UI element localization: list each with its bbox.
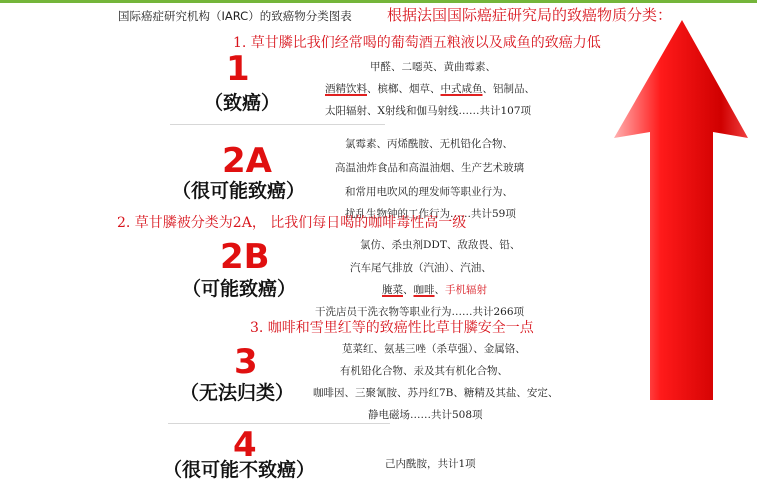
group-number-4: 4 — [233, 425, 257, 465]
group3-line-3: 咖啡因、三聚氰胺、苏丹红7B、糖精及其盐、安定、 — [313, 387, 559, 399]
group-number-1: 1 — [226, 49, 250, 89]
group2a-line-4: 扰乱生物钟的工作行为……共计59项 — [345, 208, 516, 220]
divider-2 — [168, 423, 390, 424]
group2b-line-3: 腌菜、咖啡、手机辐射 — [382, 284, 487, 296]
group2b-line-1: 氯仿、杀虫剂DDT、敌敌畏、铅、 — [360, 239, 521, 251]
group2a-line-3: 和常用电吹风的理发师等职业行为、 — [345, 186, 513, 198]
group3-line-1: 苋菜红、氨基三唑（杀草强）、金属铬、 — [342, 343, 526, 355]
red-up-arrow-icon — [600, 20, 750, 400]
group4-line-1: 己内酰胺，共计1项 — [385, 458, 476, 470]
group-number-2a: 2A — [222, 141, 272, 181]
group-number-3: 3 — [234, 342, 258, 382]
note-3: 3. 咖啡和雪里红等的致癌性比草甘膦安全一点 — [250, 320, 534, 336]
group-label-2a: （很可能致癌） — [172, 180, 306, 202]
chart-title: 国际癌症研究机构（IARC）的致癌物分类图表 — [118, 9, 352, 23]
divider-1 — [170, 124, 385, 125]
group-label-4: （很可能不致癌） — [163, 459, 316, 481]
group2b-line-2: 汽车尾气排放（汽油）、汽油、 — [350, 262, 492, 274]
group1-line-1: 甲醛、二噁英、黄曲霉素、 — [370, 61, 496, 73]
note-1: 1. 草甘膦比我们经常喝的葡萄酒五粮液以及咸鱼的致癌力低 — [233, 35, 601, 51]
group-label-1: （致癌） — [204, 92, 281, 114]
group2a-line-1: 氯霉素、丙烯酰胺、无机铅化合物、 — [345, 138, 513, 150]
heading-text: 根据法国国际癌症研究局的致癌物质分类： — [387, 6, 673, 24]
group1-line-3: 太阳辐射、X射线和伽马射线……共计107项 — [325, 105, 532, 117]
group-number-2b: 2B — [220, 237, 270, 277]
group1-line-2: 酒精饮料、槟榔、烟草、中式咸鱼、铝制品、 — [325, 83, 535, 95]
note-2: 2. 草甘膦被分类为2A， 比我们每日喝的咖啡毒性高一级 — [117, 215, 467, 231]
group3-line-4: 静电磁场……共计508项 — [368, 409, 483, 421]
group3-line-2: 有机铅化合物、汞及其有机化合物、 — [340, 365, 508, 377]
group2a-line-2: 高温油炸食品和高温油烟、生产艺术玻璃 — [335, 162, 524, 174]
group-label-2b: （可能致癌） — [182, 278, 297, 300]
group-label-3: （无法归类） — [180, 382, 295, 404]
top-accent-bar — [0, 0, 757, 3]
group2b-line-4: 干洗店员干洗衣物等职业行为……共计266项 — [315, 306, 525, 318]
